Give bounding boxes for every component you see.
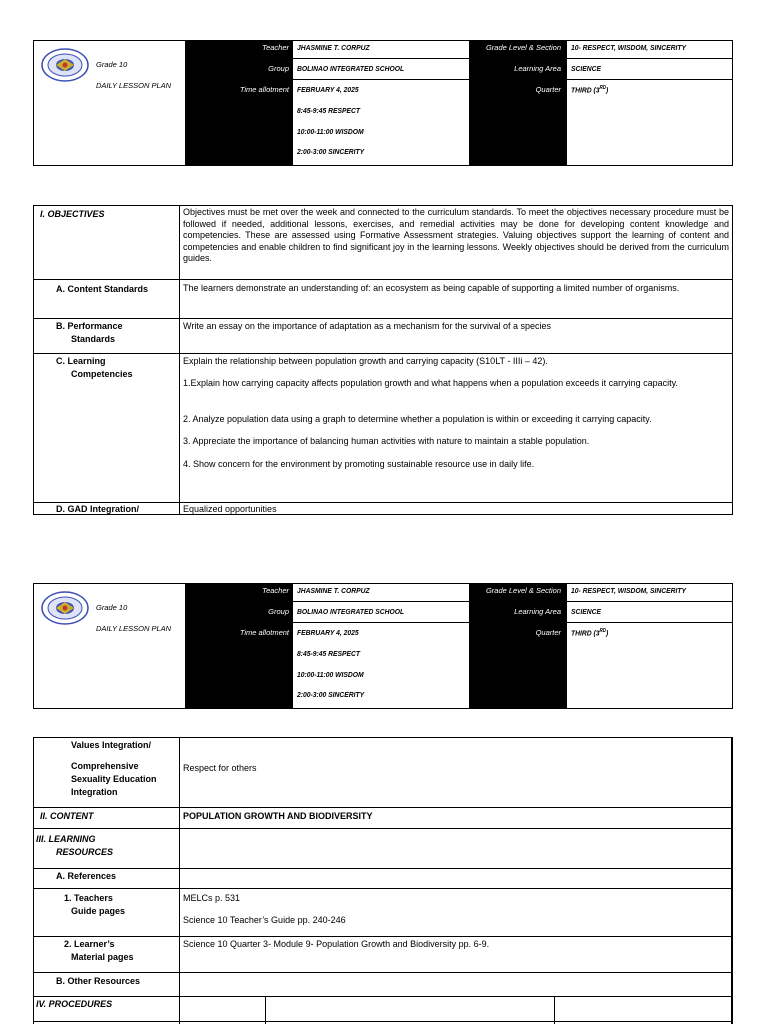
values-integration-label: Values Integration/ (71, 740, 152, 750)
session-1: 8:45-9:45 RESPECT (297, 106, 361, 115)
plan-title: DAILY LESSON PLAN (96, 624, 172, 633)
grade-label: Grade 10 (96, 60, 128, 69)
divider (567, 601, 732, 602)
group-value: BOLINAO INTEGRATED SCHOOL (297, 64, 405, 73)
divider (567, 622, 732, 623)
teachers-guide-text-1: MELCs p. 531 (183, 893, 241, 903)
content-text: POPULATION GROWTH AND BIODIVERSITY (183, 811, 373, 821)
lesson-plan-header-2 (33, 583, 733, 709)
competency-1: 1.Explain how carrying capacity affects population growth and what happens when a population exceeds it carrying capacity. (183, 378, 678, 388)
session-3: 2:00-3:00 SINCERITY (297, 147, 365, 156)
learning-area-label: Learning Area (514, 64, 561, 73)
procedures-label: IV. PROCEDURES (36, 999, 113, 1009)
divider (293, 79, 469, 80)
group-label: Group (268, 607, 289, 616)
teacher-value: JHASMINE T. CORPUZ (297, 586, 370, 595)
date-value: FEBRUARY 4, 2025 (297, 85, 359, 94)
deped-seal-icon (40, 47, 90, 83)
quarter-value: THIRD (3RD) (571, 628, 609, 638)
teachers-guide-text-2: Science 10 Teacher’s Guide pp. 240-246 (183, 915, 346, 925)
group-label: Group (268, 64, 289, 73)
divider (293, 622, 469, 623)
column-divider (179, 206, 180, 514)
column-divider (554, 996, 555, 1024)
competency-3: 3. Appreciate the importance of balancing human activities with nature to maintain a stable population. (183, 436, 590, 446)
row-divider (34, 972, 732, 973)
learners-material-label-1: 2. Learner’s (64, 939, 115, 949)
row-divider (34, 318, 732, 319)
cse-label-3: Integration (71, 787, 118, 797)
objectives-table (33, 205, 733, 515)
divider (567, 79, 732, 80)
logo-cell (34, 584, 185, 708)
objectives-text: Objectives must be met over the week and connected to the curriculum standards. To meet the objectives necessary procedure must be followed if needed, additional lessons, exercises, and remedial activities may be done for developing content knowledge and competencies. These are assessed using Formative Assessment strategies. Valuing objectives support the learning of content and competencies and enable children to find significant joy in the learning lessons. Weekly objectives should be derived from the curriculum guides. (183, 207, 729, 263)
time-allotment-label: Time allotment (239, 628, 289, 637)
gad-integration-text: Equalized opportunities (183, 504, 277, 514)
column-divider (265, 996, 266, 1024)
row-divider (34, 1021, 732, 1022)
teacher-label: Teacher (262, 586, 289, 595)
row-divider (34, 936, 732, 937)
label-block-left (185, 584, 293, 708)
teacher-value: JHASMINE T. CORPUZ (297, 43, 370, 52)
content-standards-text: The learners demonstrate an understanding of: an ecosystem as being capable of supporting a limited number of organisms. (183, 283, 680, 293)
divider (293, 601, 469, 602)
session-3: 2:00-3:00 SINCERITY (297, 690, 365, 699)
learning-competencies-label-2: Competencies (71, 369, 133, 379)
quarter-label: Quarter (535, 85, 561, 94)
session-1: 8:45-9:45 RESPECT (297, 649, 361, 658)
group-value: BOLINAO INTEGRATED SCHOOL (297, 607, 405, 616)
gad-integration-label: D. GAD Integration/ (56, 504, 139, 514)
quarter-label: Quarter (535, 628, 561, 637)
performance-standards-label-2: Standards (71, 334, 116, 344)
grade-label: Grade 10 (96, 603, 128, 612)
competency-main: Explain the relationship between population growth and carrying capacity (S10LT - IIIi – 42). (183, 356, 548, 366)
divider (567, 58, 732, 59)
grade-section-value: 10- RESPECT, WISDOM, SINCERITY (571, 586, 687, 595)
content-label: II. CONTENT (40, 811, 94, 821)
date-value: FEBRUARY 4, 2025 (297, 628, 359, 637)
session-2: 10:00-11:00 WISDOM (297, 670, 364, 679)
grade-section-label: Grade Level & Section (485, 586, 561, 595)
learners-material-text: Science 10 Quarter 3- Module 9- Population Growth and Biodiversity pp. 6-9. (183, 939, 490, 949)
row-divider (34, 868, 732, 869)
grade-section-value: 10- RESPECT, WISDOM, SINCERITY (571, 43, 687, 52)
column-divider (179, 738, 180, 1024)
grade-section-label: Grade Level & Section (485, 43, 561, 52)
learning-area-value: SCIENCE (571, 64, 602, 73)
plan-title: DAILY LESSON PLAN (96, 81, 172, 90)
learning-resources-label-1: III. LEARNING (36, 834, 96, 844)
competency-4: 4. Show concern for the environment by promoting sustainable resource use in daily life. (183, 459, 535, 469)
row-divider (34, 828, 732, 829)
label-block-left (185, 41, 293, 165)
competency-2: 2. Analyze population data using a graph to determine whether a population is within or exceeding it carrying capacity. (183, 414, 652, 424)
row-divider (34, 807, 732, 808)
learning-competencies-label-1: C. Learning (56, 356, 106, 366)
content-table (33, 737, 733, 1024)
teachers-guide-label-1: 1. Teachers (64, 893, 113, 903)
row-divider (34, 888, 732, 889)
lesson-plan-header-1 (33, 40, 733, 166)
performance-standards-label-1: B. Performance (56, 321, 123, 331)
logo-cell (34, 41, 185, 165)
content-standards-label: A. Content Standards (56, 284, 149, 294)
deped-seal-icon (40, 590, 90, 626)
row-divider (34, 279, 732, 280)
learning-resources-label-2: RESOURCES (56, 847, 114, 857)
label-block-right (469, 584, 567, 708)
cse-label-1: Comprehensive (71, 761, 139, 771)
divider (293, 58, 469, 59)
objectives-label: I. OBJECTIVES (40, 209, 105, 219)
quarter-value: THIRD (3RD) (571, 85, 609, 95)
values-integration-text: Respect for others (183, 763, 257, 773)
performance-standards-text: Write an essay on the importance of adaptation as a mechanism for the survival of a species (183, 321, 552, 331)
references-label: A. References (56, 871, 117, 881)
other-resources-label: B. Other Resources (56, 976, 141, 986)
learning-area-label: Learning Area (514, 607, 561, 616)
learning-area-value: SCIENCE (571, 607, 602, 616)
row-divider (34, 353, 732, 354)
teachers-guide-label-2: Guide pages (71, 906, 126, 916)
session-2: 10:00-11:00 WISDOM (297, 127, 364, 136)
label-block-right (469, 41, 567, 165)
learners-material-label-2: Material pages (71, 952, 134, 962)
cse-label-2: Sexuality Education (71, 774, 157, 784)
time-allotment-label: Time allotment (239, 85, 289, 94)
row-divider (34, 996, 732, 997)
teacher-label: Teacher (262, 43, 289, 52)
